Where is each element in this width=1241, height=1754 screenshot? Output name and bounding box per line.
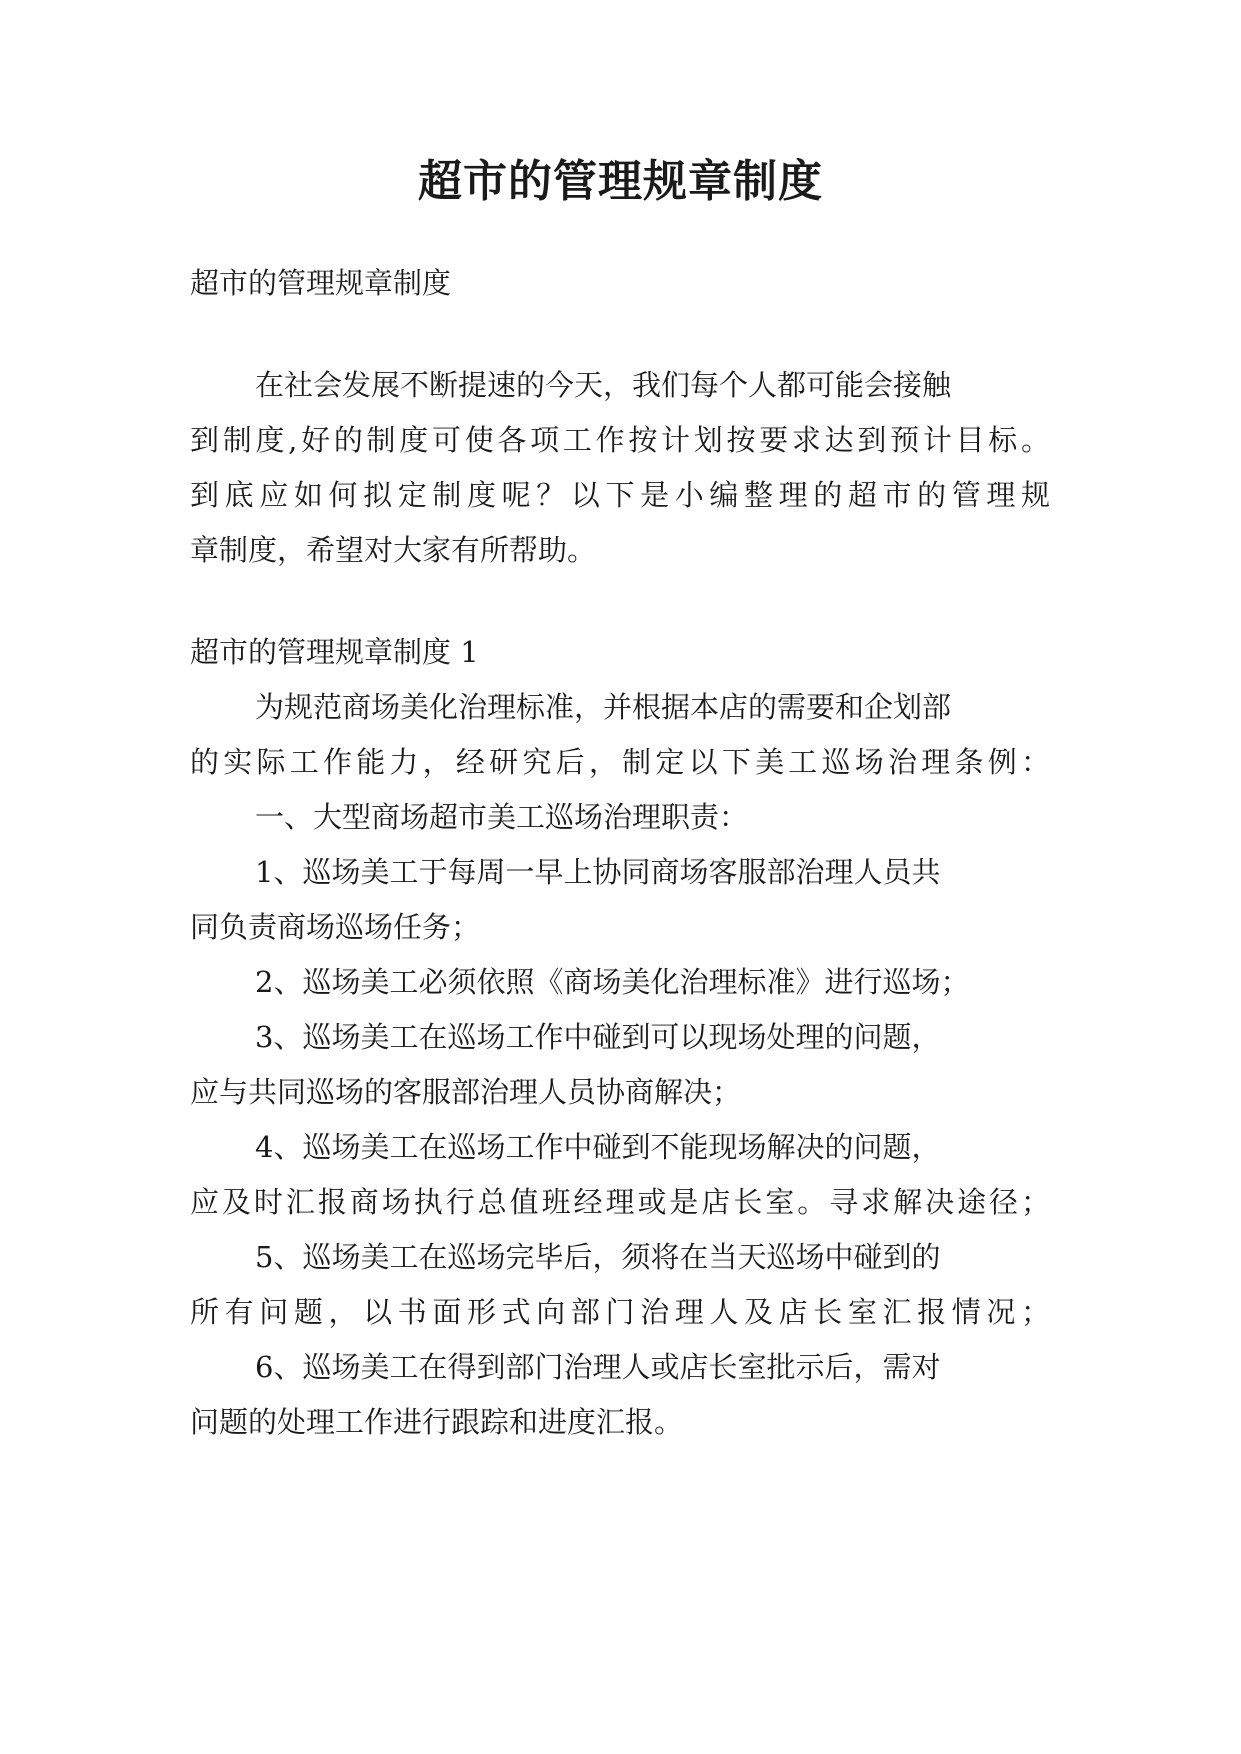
section-line-7: 3、巡场美工在巡场工作中碰到可以现场处理的问题，	[255, 1020, 941, 1054]
document-subtitle: 超市的管理规章制度	[190, 266, 452, 300]
intro-line-4: 章制度，希望对大家有所帮助。	[190, 533, 597, 567]
section-line-10: 应及时汇报商场执行总值班经理或是店长室。寻求解决途径；	[190, 1185, 1050, 1219]
intro-line-3: 到底应如何拟定制度呢？以下是小编整理的超市的管理规	[190, 478, 1050, 512]
section-heading: 超市的管理规章制度 1	[190, 635, 479, 669]
section-line-5: 同负责商场巡场任务；	[190, 910, 481, 944]
section-line-8: 应与共同巡场的客服部治理人员协商解决；	[190, 1075, 742, 1109]
section-line-12: 所有问题，以书面形式向部门治理人及店长室汇报情况；	[190, 1295, 1050, 1329]
section-line-1: 为规范商场美化治理标准，并根据本店的需要和企划部	[255, 690, 952, 724]
section-line-4: 1、巡场美工于每周一早上协同商场客服部治理人员共	[255, 855, 941, 889]
section-line-14: 问题的处理工作进行跟踪和进度汇报。	[190, 1405, 684, 1439]
section-line-3: 一、大型商场超市美工巡场治理职责：	[255, 800, 749, 834]
intro-line-2: 到制度,好的制度可使各项工作按计划按要求达到预计目标。	[190, 423, 1050, 457]
intro-line-1: 在社会发展不断提速的今天，我们每个人都可能会接触	[255, 368, 952, 402]
section-line-2: 的实际工作能力，经研究后，制定以下美工巡场治理条例：	[190, 745, 1050, 779]
document-title: 超市的管理规章制度	[418, 156, 823, 207]
section-line-13: 6、巡场美工在得到部门治理人或店长室批示后，需对	[255, 1350, 941, 1384]
section-line-6: 2、巡场美工必须依照《商场美化治理标准》进行巡场；	[255, 965, 970, 999]
section-line-11: 5、巡场美工在巡场完毕后，须将在当天巡场中碰到的	[255, 1240, 941, 1274]
section-line-9: 4、巡场美工在巡场工作中碰到不能现场解决的问题，	[255, 1130, 941, 1164]
